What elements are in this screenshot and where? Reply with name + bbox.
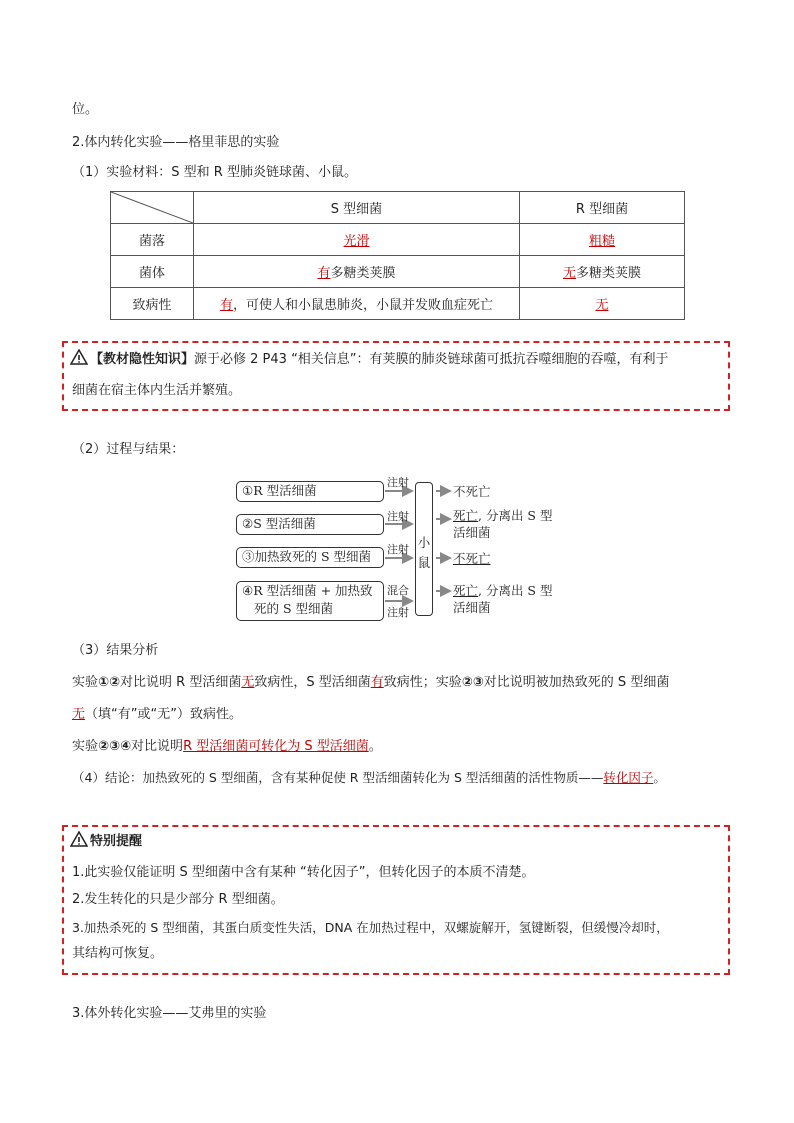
result-3: 不死亡: [453, 551, 491, 566]
text: 实验: [72, 675, 99, 690]
answer: 无: [595, 298, 609, 313]
reminder-item-2: 2.发生转化的只是少部分 R 型细菌。: [72, 892, 284, 907]
r-cell: [520, 256, 685, 288]
row-label: 致病性: [111, 288, 194, 320]
conclusion-line: [72, 768, 666, 788]
result-1: 不死亡: [453, 484, 491, 499]
reminder-item-1: 1.此实验仅能证明 S 型细菌中含有某种 “转化因子”，但转化因子的本质不清楚。: [72, 865, 535, 880]
inject-label: 注射: [387, 510, 409, 523]
inject-label: 注射: [387, 543, 409, 556]
diagonal-header-cell: [111, 192, 194, 224]
inject-label: 注射: [387, 476, 409, 489]
text: 对比说明 R 型活细菌: [120, 675, 242, 690]
answer: 无: [241, 675, 255, 690]
reminder-item-3-cont: 其结构可恢复。: [72, 946, 164, 961]
text: 。: [653, 770, 666, 785]
group-4-line-1: ④R 型活细菌 + 加热致: [242, 583, 373, 598]
answer: 无: [562, 266, 576, 281]
experiment-flow-diagram: [236, 474, 566, 624]
warning-icon: [70, 349, 88, 372]
text: 对比说明被加热致死的 S 型细菌: [483, 675, 670, 690]
table-header-row: [111, 192, 685, 224]
materials-line: （1）实验材料：S 型和 R 型肺炎链球菌、小鼠。: [72, 165, 357, 180]
result-4-line-2: 活细菌: [453, 600, 491, 615]
hidden-knowledge-line-2: 细菌在宿主体内生活并繁殖。: [72, 383, 242, 398]
special-reminder-box: [62, 825, 730, 975]
s-cell: [194, 224, 520, 256]
text: （填“有”或“无”）致病性。: [85, 707, 242, 722]
analysis-line-3: [72, 737, 382, 757]
result-2-death: 死亡: [453, 508, 479, 523]
group-4-box: [236, 581, 384, 621]
header-s: S 型细菌: [194, 192, 520, 224]
table-row: [111, 256, 685, 288]
section-2-title: 2.体内转化实验——格里菲思的实验: [72, 135, 280, 150]
answer: 光滑: [343, 234, 370, 249]
answer: 有: [317, 266, 331, 281]
answer: 粗糙: [588, 234, 615, 249]
result-4: [453, 582, 552, 599]
table-row: [111, 288, 685, 320]
experiment-numbers: ②③④: [98, 739, 132, 754]
row-label: 菌体: [111, 256, 194, 288]
text: 致病性；实验: [383, 675, 462, 690]
cell-text: ，可使人和小鼠患肺炎，小鼠并发败血症死亡: [233, 298, 494, 313]
row-label: 菌落: [111, 224, 194, 256]
text: 致病性，S 型活细菌: [254, 675, 371, 690]
reminder-item-3: 3.加热杀死的 S 型细菌，其蛋白质变性失活，DNA 在加热过程中，双螺旋解开，氢键断裂，但缓慢冷却时，: [72, 920, 669, 935]
result-2-text: , 分离出 S 型: [478, 508, 553, 523]
group-1-box: ①R 型活细菌: [236, 481, 384, 502]
answer: 有: [219, 298, 233, 313]
group-3-box: ③加热致死的 S 型细菌: [236, 547, 384, 568]
answer: 有: [370, 675, 384, 690]
analysis-line-1: [72, 673, 669, 693]
hidden-knowledge-text: 源于必修 2 P43 “相关信息”：有荚膜的肺炎链球菌可抵抗吞噬细胞的吞噬，有利于: [194, 352, 669, 367]
reminder-title: 特别提醒: [90, 834, 143, 849]
mouse-char-2: 鼠: [417, 555, 431, 570]
mouse-char-1: 小: [417, 535, 431, 550]
mouse-box: [415, 482, 433, 616]
text-fragment: 位。: [72, 102, 99, 117]
header-r: R 型细菌: [520, 192, 685, 224]
bacteria-table: [110, 191, 685, 320]
text: （4）结论：加热致死的 S 型细菌，含有某种促使 R 型活细菌转化为 S 型活细菌的活性物质——: [72, 770, 604, 785]
text: 实验: [72, 739, 99, 754]
result-2-line-2: 活细菌: [453, 525, 491, 540]
warning-icon: [70, 831, 88, 854]
r-cell: [520, 288, 685, 320]
hidden-knowledge-tag: 【教材隐性知识】: [90, 352, 195, 367]
answer: R 型活细菌可转化为 S 型活细菌: [183, 739, 369, 754]
table-row: [111, 224, 685, 256]
analysis-line-2: [72, 705, 242, 725]
mix-label: 混合: [387, 584, 409, 597]
process-title: （2）过程与结果：: [72, 442, 185, 457]
result-4-death: 死亡: [453, 583, 479, 598]
inject-label: 注射: [387, 606, 409, 619]
analysis-title: （3）结果分析: [72, 643, 159, 658]
result-4-text: , 分离出 S 型: [478, 583, 553, 598]
result-2: [453, 507, 552, 524]
s-cell: [194, 256, 520, 288]
experiment-numbers: ②③: [461, 675, 484, 690]
diagonal-line-icon: [111, 192, 193, 223]
answer: 转化因子: [603, 770, 654, 785]
r-cell: [520, 224, 685, 256]
hidden-knowledge-line-1: [70, 349, 669, 372]
group-2-box: ②S 型活细菌: [236, 514, 384, 535]
text: 对比说明: [131, 739, 184, 754]
answer: 无: [72, 707, 86, 722]
reminder-title-line: [70, 831, 142, 854]
text: 。: [368, 739, 382, 754]
experiment-numbers: ①②: [98, 675, 121, 690]
cell-text: 多糖类荚膜: [576, 266, 642, 281]
section-3-title: 3.体外转化实验——艾弗里的实验: [72, 1006, 267, 1021]
group-4-line-2: 死的 S 型细菌: [254, 601, 334, 616]
s-cell: [194, 288, 520, 320]
hidden-knowledge-box: [62, 341, 730, 411]
cell-text: 多糖类荚膜: [330, 266, 396, 281]
